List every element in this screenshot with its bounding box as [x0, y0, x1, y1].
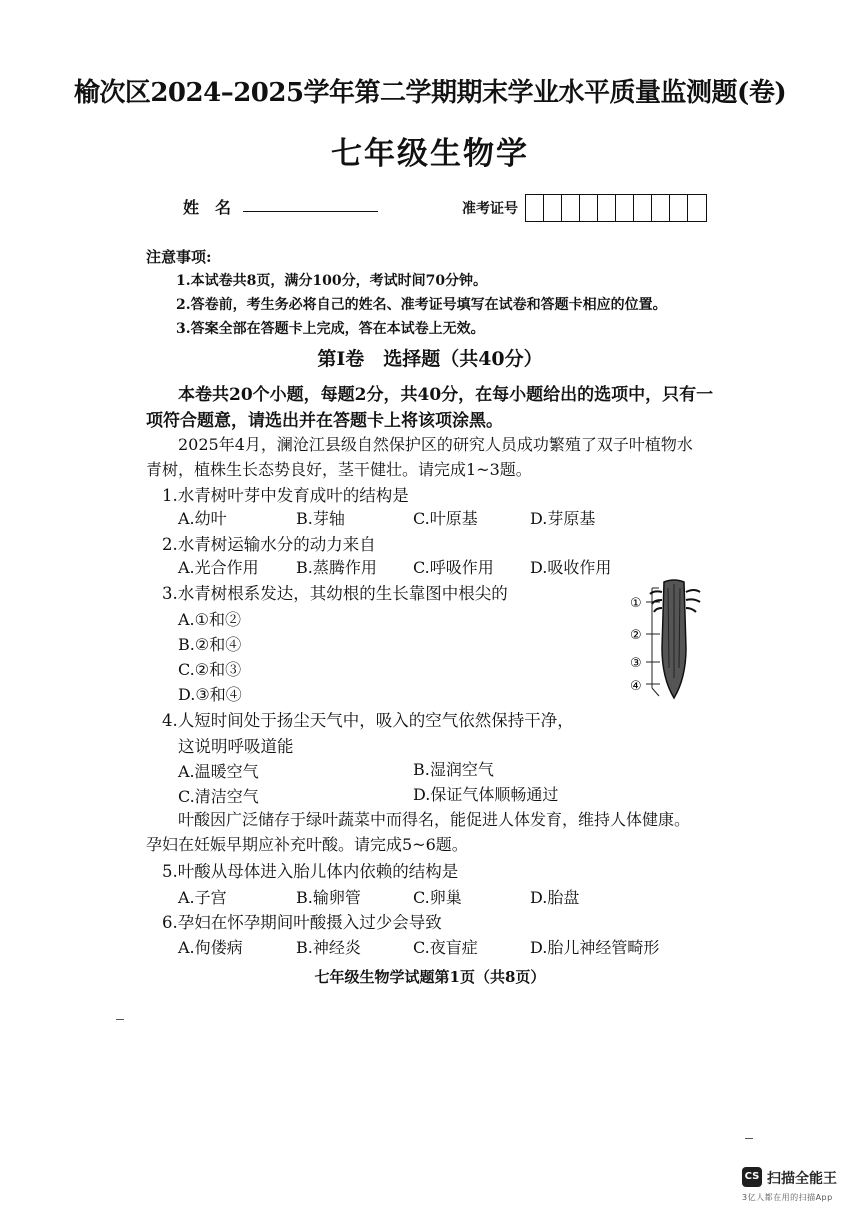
section-intro: 项符合题意，请选出并在答题卡上将该项涂黑。: [146, 411, 503, 431]
option: B.输卵管: [296, 888, 361, 907]
figure-label: ④: [630, 679, 642, 694]
option: A.①和②: [178, 610, 241, 629]
question-stem: 2.水青树运输水分的动力来自: [162, 535, 376, 554]
notice-item: 1.本试卷共8页，满分100分，考试时间70分钟。: [176, 273, 488, 289]
id-box-cell[interactable]: [670, 195, 688, 221]
option: D.胎盘: [530, 888, 580, 907]
scanner-logo-icon: CS: [742, 1167, 762, 1187]
option: B.湿润空气: [413, 760, 494, 779]
scanner-app-name: 扫描全能王: [767, 1171, 837, 1187]
scan-mark: [745, 1138, 753, 1139]
option: C.②和③: [178, 660, 242, 679]
option: D.保证气体顺畅通过: [413, 785, 559, 804]
notice-heading: 注意事项:: [146, 248, 212, 266]
notice-item: 2.答卷前，考生务必将自己的姓名、准考证号填写在试卷和答题卡相应的位置。: [176, 297, 667, 313]
exam-subject: 七年级生物学: [331, 136, 529, 172]
option: D.③和④: [178, 685, 242, 704]
question-stem: 3.水青树根系发达，其幼根的生长靠图中根尖的: [162, 584, 508, 603]
id-box-cell[interactable]: [526, 195, 544, 221]
root-tip-diagram: [626, 578, 716, 703]
scanner-tagline: 3亿人都在用的扫描App: [742, 1193, 833, 1202]
option: D.胎儿神经管畸形: [530, 938, 660, 957]
scan-mark: [116, 1019, 124, 1020]
notice-item: 3.答案全部在答题卡上完成，答在本试卷上无效。: [176, 321, 485, 337]
question-stem: 1.水青树叶芽中发育成叶的结构是: [162, 486, 409, 505]
id-box-cell[interactable]: [634, 195, 652, 221]
option: A.子宫: [178, 888, 227, 907]
section-intro: 本卷共20个小题，每题2分，共40分，在每小题给出的选项中，只有一: [178, 385, 714, 405]
option: C.叶原基: [413, 509, 478, 528]
id-box-cell[interactable]: [652, 195, 670, 221]
option: A.佝偻病: [178, 938, 243, 957]
name-label: 姓 名: [183, 198, 232, 217]
passage-text: 青树，植株生长态势良好，茎干健壮。请完成1~3题。: [146, 460, 532, 479]
option: C.夜盲症: [413, 938, 478, 957]
figure-label: ③: [630, 656, 642, 671]
question-stem: 5.叶酸从母体进入胎儿体内依赖的结构是: [162, 862, 459, 881]
option: B.神经炎: [296, 938, 361, 957]
passage-text: 叶酸因广泛储存于绿叶蔬菜中而得名，能促进人体发育，维持人体健康。: [178, 810, 691, 829]
option: A.光合作用: [178, 558, 259, 577]
exam-title: 榆次区2024–2025学年第二学期期末学业水平质量监测题(卷): [73, 78, 787, 108]
id-box-cell[interactable]: [544, 195, 562, 221]
name-field[interactable]: [243, 211, 378, 212]
id-box-cell[interactable]: [580, 195, 598, 221]
figure-label: ②: [630, 628, 642, 643]
question-stem: 6.孕妇在怀孕期间叶酸摄入过少会导致: [162, 913, 442, 932]
passage-text: 2025年4月，澜沧江县级自然保护区的研究人员成功繁殖了双子叶植物水: [178, 435, 693, 454]
page-footer: 七年级生物学试题第1页（共8页）: [314, 968, 546, 986]
option: A.温暖空气: [178, 762, 259, 781]
option: C.清洁空气: [178, 787, 259, 806]
option: B.蒸腾作用: [296, 558, 377, 577]
figure-label: ①: [630, 596, 642, 611]
section-title: 第Ⅰ卷 选择题（共40分）: [317, 348, 543, 370]
option: C.卵巢: [413, 888, 462, 907]
option: D.吸收作用: [530, 558, 612, 577]
option: B.②和④: [178, 635, 242, 654]
id-box-cell[interactable]: [562, 195, 580, 221]
id-box-cell[interactable]: [598, 195, 616, 221]
option: B.芽轴: [296, 509, 345, 528]
question-stem: 这说明呼吸道能: [178, 737, 294, 756]
option: C.呼吸作用: [413, 558, 494, 577]
question-stem: 4.人短时间处于扬尘天气中，吸入的空气依然保持干净，: [162, 711, 574, 730]
passage-text: 孕妇在妊娠早期应补充叶酸。请完成5~6题。: [146, 835, 468, 854]
option: D.芽原基: [530, 509, 596, 528]
id-number-boxes[interactable]: [525, 194, 707, 222]
id-label: 准考证号: [462, 201, 518, 217]
root-tip-figure: [626, 578, 716, 703]
id-box-cell[interactable]: [616, 195, 634, 221]
id-box-cell[interactable]: [688, 195, 706, 221]
option: A.幼叶: [178, 509, 227, 528]
